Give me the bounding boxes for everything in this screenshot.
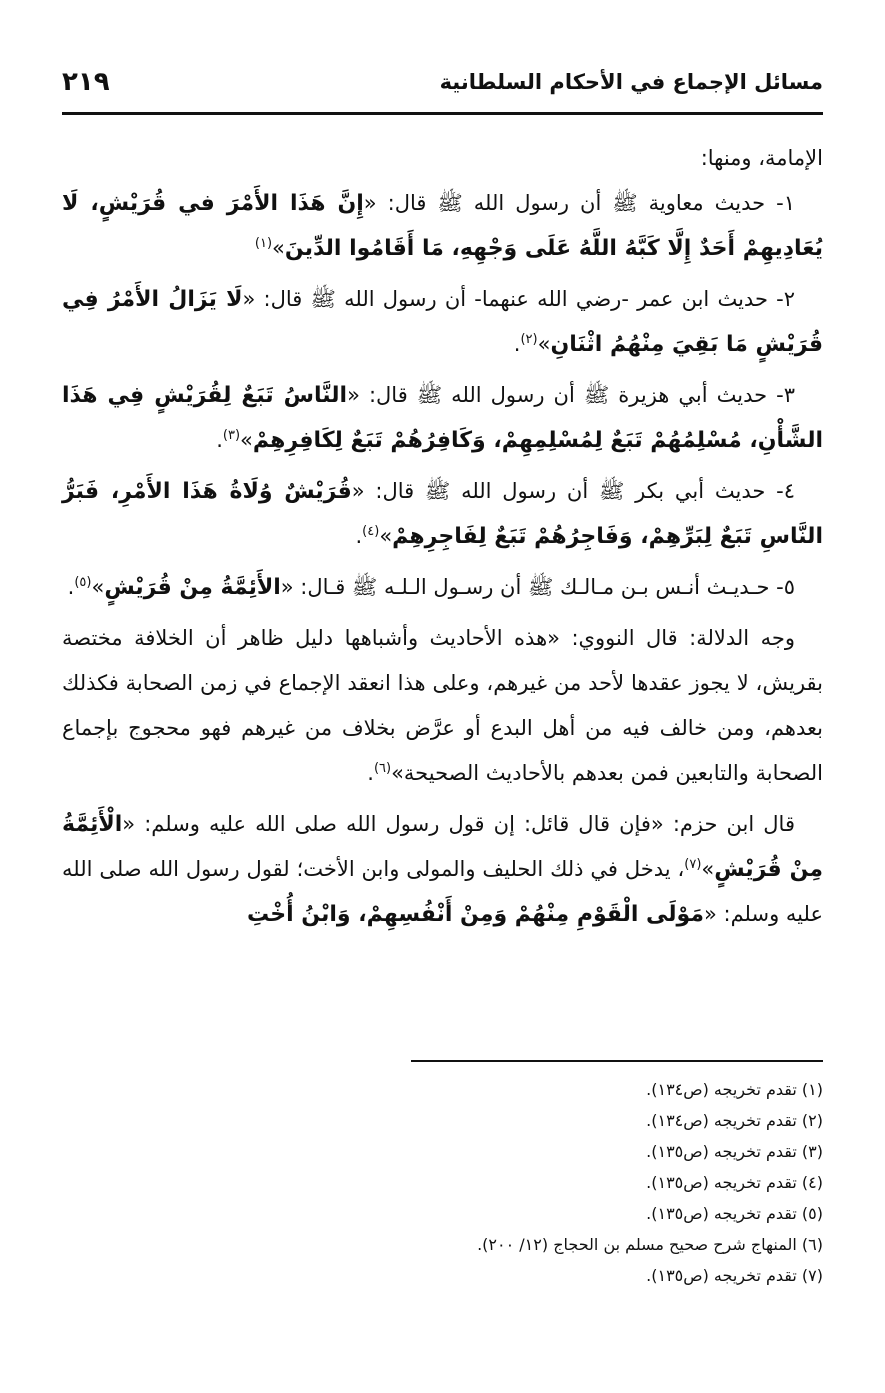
footnote-ref-2: (٢) — [520, 332, 538, 347]
ibn-hazm-quote-2: مَوْلَى الْقَوْمِ مِنْهُمْ وَمِنْ أَنْفُسِهِمْ، وَابْنُ أُخْتِ — [246, 902, 704, 927]
ibn-hazm-middle: ، يدخل في ذلك الحليف والمولى وابن الأخت؛ لقول رسول الله صلى الله عليه وسلم: « — [62, 857, 823, 926]
footnote-3: (٣) تقدم تخريجه (ص١٣٥). — [646, 1142, 823, 1161]
footnote-6: (٦) المنهاج شرح صحيح مسلم بن الحجاج (١٢/ ٢٠٠). — [477, 1235, 823, 1254]
footnote-ref-7: (٧) — [684, 857, 702, 872]
hadith-1-quote: إِنَّ هَذَا الأَمْرَ في قُرَيْشٍ، لَا يُعَادِيهِمْ أَحَدٌ إِلَّا كَبَّهُ اللَّهُ عَلَى وَجْهِهِ، مَا أَقَامُوا الدِّينَ — [62, 191, 823, 261]
hadith-5-period: . — [67, 575, 75, 599]
hadith-3 — [62, 373, 823, 463]
hadith-3-intro: ٣- حديث أبي هزيرة ﷺ أن رسول الله ﷺ قال: « — [347, 383, 795, 407]
hadith-5-close: » — [91, 575, 105, 599]
running-title: مسائل الإجماع في الأحكام السلطانية — [439, 70, 823, 94]
footnote-ref-5: (٥) — [74, 575, 92, 590]
footnotes — [62, 1074, 823, 1291]
hadith-2 — [62, 277, 823, 367]
ibn-hazm-quote-1: الْأَئِمَّةُ مِنْ قُرَيْشٍ — [62, 812, 824, 882]
ibn-hazm-intro: قال ابن حزم: «فإن قال قائل: إن قول رسول الله صلى الله عليه وسلم: « — [122, 812, 795, 836]
ibn-hazm-close-1: » — [701, 857, 715, 881]
hadith-4 — [62, 469, 823, 559]
hadith-2-quote: لَا يَزَالُ الأَمْرُ فِي قُرَيْشٍ مَا بَقِيَ مِنْهُمُ اثْنَانِ — [62, 287, 823, 357]
hadith-4-intro: ٤- حديث أبي بكر ﷺ أن رسول الله ﷺ قال: « — [351, 479, 795, 503]
hadith-2-period: . — [513, 332, 521, 356]
footnote-1: (١) تقدم تخريجه (ص١٣٤). — [646, 1080, 823, 1099]
intro-line: الإمامة، ومنها: — [700, 146, 823, 170]
nawawi-period: . — [367, 761, 374, 785]
hadith-5-quote: الأَئِمَّةُ مِنْ قُرَيْشٍ — [104, 575, 281, 600]
footnote-5: (٥) تقدم تخريجه (ص١٣٥). — [646, 1204, 823, 1223]
hadith-1-intro: ١- حديث معاوية ﷺ أن رسول الله ﷺ قال: « — [363, 191, 795, 215]
hadith-1-close: » — [272, 236, 285, 260]
header-rule — [62, 112, 823, 115]
hadith-2-intro: ٢- حديث ابن عمر -رضي الله عنهما- أن رسول الله ﷺ قال: « — [242, 287, 796, 311]
hadith-3-quote: النَّاسُ تَبَعٌ لِقُرَيْشٍ فِي هَذَا الشَّأْنِ، مُسْلِمُهُمْ تَبَعٌ لِمُسْلِمِهِمْ، وَكَافِرُهُمْ تَبَعٌ لِكَافِرِهِمْ — [62, 383, 823, 453]
main-text — [62, 136, 823, 937]
footnote-2: (٢) تقدم تخريجه (ص١٣٤). — [646, 1111, 823, 1130]
hadith-3-close: » — [240, 428, 253, 452]
hadith-4-close: » — [379, 524, 393, 548]
hadith-4-quote: قُرَيْشٌ وُلَاةُ هَذَا الأَمْرِ، فَبَرُّ النَّاسِ تَبَعٌ لِبَرِّهِمْ، وَفَاجِرُهُمْ تَبَعٌ لِفَاجِرِهِمْ — [62, 479, 823, 549]
footnote-ref-6: (٦) — [373, 761, 392, 776]
nawawi-text: وجه الدلالة: قال النووي: «هذه الأحاديث وأشباهها دليل ظاهر أن الخلافة مختصة بقريش، لا يجوز عقدها لأحد من غيرهم، وعلى هذا انعقد الإجماع في زمن الصحابة فكذلك بعدهم، ومن خالف فيه من أهل البدع أو عرَّض بخلاف من غيرهم فهو محجوج بإجماع الصحابة والتابعين فمن بعدهم بالأحاديث الصحيحة» — [62, 626, 823, 785]
hadith-3-period: . — [216, 428, 223, 452]
hadith-5 — [62, 565, 823, 610]
hadith-4-period: . — [355, 524, 363, 548]
ibn-hazm-paragraph — [62, 802, 823, 937]
hadith-2-close: » — [537, 332, 551, 356]
footnote-rule — [411, 1060, 823, 1062]
page-header — [62, 58, 823, 106]
footnote-4: (٤) تقدم تخريجه (ص١٣٥). — [646, 1173, 823, 1192]
footnote-ref-1: (١) — [254, 236, 273, 251]
footnote-7: (٧) تقدم تخريجه (ص١٣٥). — [646, 1266, 823, 1285]
footnote-ref-4: (٤) — [362, 524, 380, 539]
footnote-ref-3: (٣) — [222, 428, 241, 443]
hadith-5-intro: ٥- حـديـث أنـس بـن مـالـك ﷺ أن رسـول الـلـه ﷺ قـال: « — [280, 575, 795, 599]
hadith-1 — [62, 181, 823, 271]
nawawi-paragraph — [62, 616, 823, 796]
page-number: ٢١٩ — [62, 67, 110, 97]
